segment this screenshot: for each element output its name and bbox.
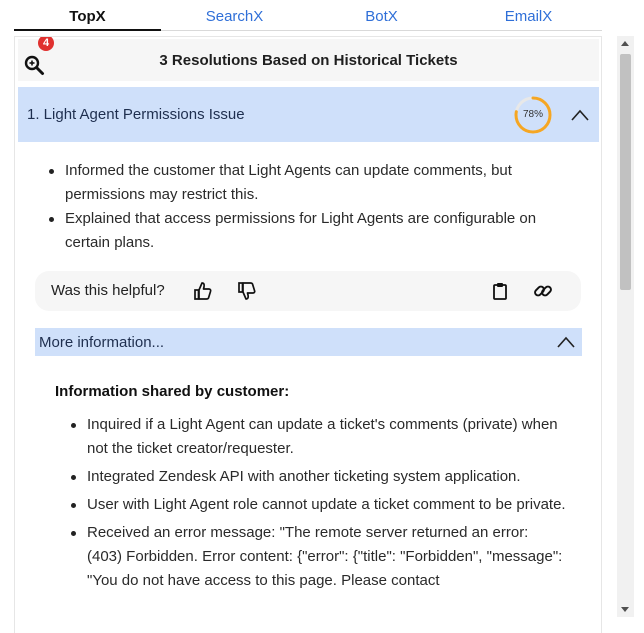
link-icon[interactable]	[533, 281, 553, 301]
scroll-thumb[interactable]	[620, 54, 631, 290]
resolution-bullets	[65, 159, 585, 255]
chevron-up-icon[interactable]	[571, 109, 589, 121]
feedback-bar	[35, 271, 581, 311]
list-item: Explained that access permissions for Light Agents are configurable on certain plans.	[65, 207, 585, 255]
list-item: Received an error message: "The remote server returned an error: (403) Forbidden. Error content: {"error": {"title": "Forbidden", "message": "You do not have access to this page. Please contact	[87, 521, 567, 593]
match-score-label: 78%	[522, 109, 543, 120]
feedback-question: Was this helpful?	[51, 282, 165, 299]
resolution-header[interactable]	[18, 87, 599, 142]
tab-botx[interactable]: BotX	[365, 8, 398, 25]
clipboard-icon[interactable]	[490, 281, 510, 301]
vertical-scrollbar[interactable]	[617, 36, 634, 617]
results-header	[18, 39, 599, 81]
tab-searchx[interactable]: SearchX	[205, 8, 264, 25]
thumbs-down-icon[interactable]	[237, 281, 257, 301]
scroll-up-arrow[interactable]	[621, 41, 629, 46]
more-information-label: More information...	[39, 334, 165, 351]
list-item: User with Light Agent role cannot update a ticket comment to be private.	[87, 493, 567, 517]
customer-info-list	[87, 413, 567, 597]
scroll-down-arrow[interactable]	[621, 607, 629, 612]
more-information-header[interactable]	[35, 328, 582, 356]
results-panel	[14, 36, 602, 633]
tab-emailx[interactable]: EmailX	[504, 8, 553, 25]
list-item: Integrated Zendesk API with another ticketing system application.	[87, 465, 567, 489]
resolution-title: 1. Light Agent Permissions Issue	[27, 106, 245, 123]
list-item: Informed the customer that Light Agents can update comments, but permissions may restrict this.	[65, 159, 585, 207]
list-item: Inquired if a Light Agent can update a ticket's comments (private) when not the ticket creator/requester.	[87, 413, 567, 461]
tab-bar	[14, 0, 602, 31]
tab-topx[interactable]: TopX	[14, 0, 161, 30]
results-title: 3 Resolutions Based on Historical Tickets	[159, 52, 458, 69]
info-section-title: Information shared by customer:	[55, 383, 290, 400]
thumbs-up-icon[interactable]	[193, 281, 213, 301]
chevron-up-icon[interactable]	[557, 336, 575, 348]
count-badge: 4	[38, 36, 54, 51]
